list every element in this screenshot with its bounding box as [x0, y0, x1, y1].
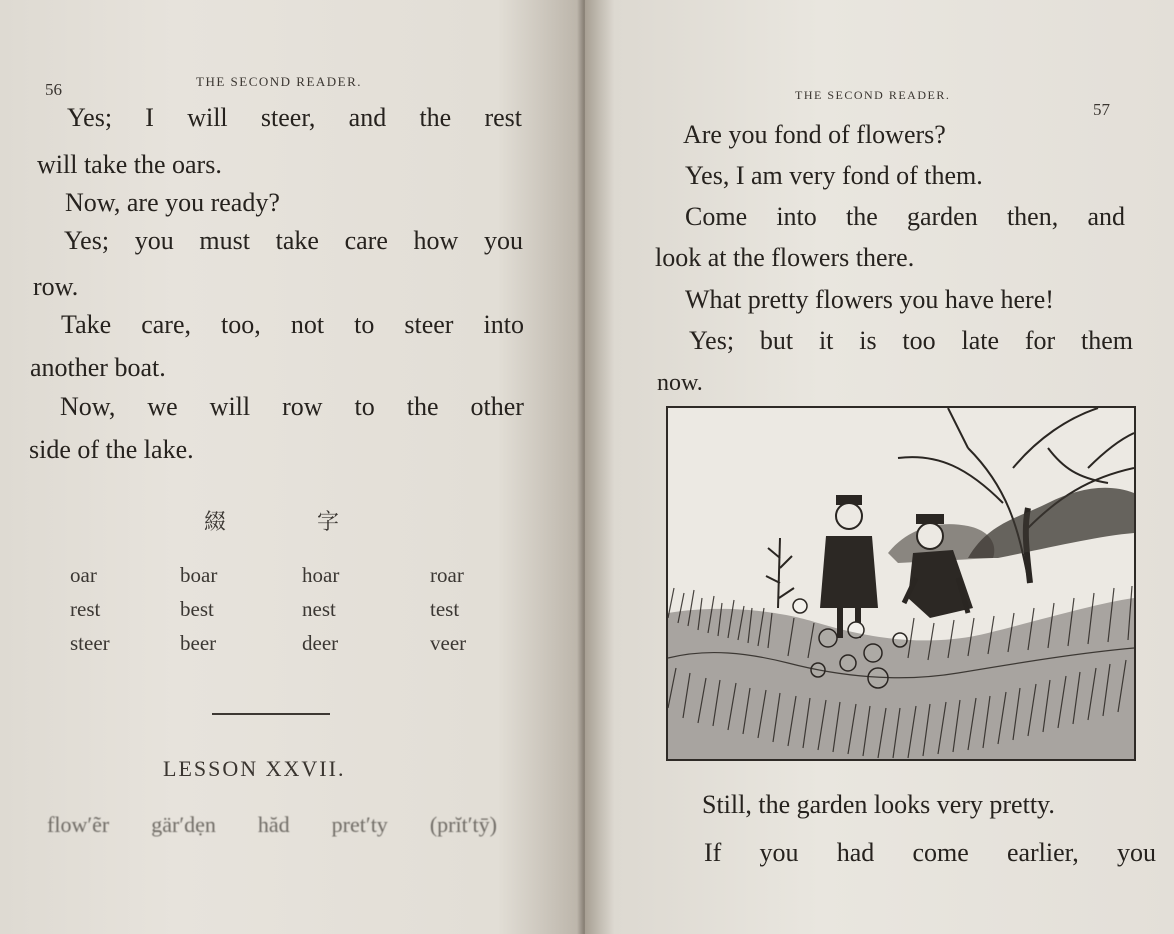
chinese-heading [204, 505, 339, 536]
pronunciation-word: (prĭt′tȳ) [429, 812, 497, 837]
text-line: now. [657, 370, 703, 396]
spelling-word: test [430, 597, 460, 621]
text-line [67, 103, 522, 133]
word: the [406, 392, 439, 421]
pronunciation-word: hăd [257, 812, 290, 837]
word: late [961, 326, 999, 355]
spelling-word: rest [70, 597, 101, 621]
word: it [818, 326, 834, 355]
text-line [689, 326, 1133, 356]
page-number: 56 [45, 80, 62, 99]
foliage-shade [668, 598, 1134, 759]
word: the [419, 103, 452, 132]
spelling-word: veer [430, 631, 467, 655]
word: If [704, 838, 722, 867]
word: you [1116, 838, 1156, 867]
word: but [759, 326, 794, 355]
spelling-word: deer [302, 631, 339, 655]
chinese-character: 綴 [204, 510, 227, 535]
word: Take [61, 310, 112, 339]
word: had [836, 838, 875, 867]
page-number: 57 [1093, 100, 1110, 119]
text-line [60, 392, 524, 422]
word: we [147, 392, 178, 421]
spelling-word-table [70, 563, 510, 656]
word: Now, [60, 392, 116, 421]
word: Yes; [689, 326, 735, 355]
text-line: row. [33, 272, 79, 301]
word: too, [221, 310, 261, 339]
text-line [61, 310, 524, 340]
text-line [685, 202, 1125, 232]
word: steer [404, 310, 454, 339]
pronunciation-word: pret′ty [331, 812, 388, 837]
lesson-title: LESSON XXVII. [163, 756, 346, 781]
word: too [902, 326, 936, 355]
word: other [470, 392, 524, 421]
spelling-word: hoar [302, 563, 340, 587]
word: to [354, 392, 375, 421]
word: steer, [260, 103, 316, 132]
word: you [759, 838, 799, 867]
garden-illustration [666, 406, 1136, 761]
spelling-word: nest [302, 597, 336, 621]
word: must [199, 226, 250, 255]
text-line: will take the oars. [37, 150, 222, 179]
text-line: Are you fond of flowers? [683, 120, 946, 149]
word: is [859, 326, 877, 355]
word: Yes; [67, 103, 113, 132]
pronunciation-word: flow′ẽr [47, 812, 110, 837]
word: into [776, 202, 817, 231]
word: and [1087, 202, 1125, 231]
text-line [704, 838, 1156, 868]
word: into [483, 310, 524, 339]
text-line: Now, are you ready? [65, 188, 280, 217]
word: and [348, 103, 387, 132]
word: care [344, 226, 388, 255]
pronunciation-line [47, 812, 497, 838]
spelling-word: roar [430, 563, 464, 587]
word: I [145, 103, 154, 132]
tall-plant [766, 538, 794, 608]
word: you [134, 226, 174, 255]
word: not [290, 310, 325, 339]
spelling-word: steer [70, 631, 110, 655]
section-divider [212, 713, 330, 715]
word: the [846, 202, 878, 231]
text-line [64, 226, 523, 256]
text-line: another boat. [30, 353, 166, 382]
garden-engraving [668, 408, 1134, 759]
word: will [209, 392, 251, 421]
spelling-word: oar [70, 563, 97, 587]
word: will [187, 103, 228, 132]
word: earlier, [1006, 838, 1079, 867]
word: care, [141, 310, 191, 339]
word: then, [1006, 202, 1059, 231]
chinese-character: 字 [316, 510, 339, 535]
running-head: THE SECOND READER. [196, 74, 363, 89]
text-line: Yes, I am very fond of them. [685, 161, 983, 190]
word: Come [685, 202, 748, 231]
boy-standing [820, 495, 878, 638]
word: rest [484, 103, 522, 132]
text-line: Still, the garden looks very pretty. [702, 790, 1055, 819]
text-line: look at the flowers there. [655, 243, 915, 272]
word: for [1024, 326, 1056, 355]
left-page [0, 0, 585, 934]
word: to [354, 310, 375, 339]
word: take [275, 226, 319, 255]
running-head: THE SECOND READER. [795, 88, 951, 102]
word: row [282, 392, 323, 421]
spelling-word: beer [180, 631, 217, 655]
pronunciation-word: gär′dẹn [151, 812, 216, 837]
word: how [413, 226, 459, 255]
word: them [1080, 326, 1133, 355]
text-line: What pretty flowers you have here! [685, 285, 1054, 314]
word: Yes; [64, 226, 110, 255]
word: come [912, 838, 969, 867]
word: garden [906, 202, 978, 231]
spelling-word: best [180, 597, 214, 621]
word: you [483, 226, 523, 255]
spelling-word: boar [180, 563, 218, 587]
text-line: side of the lake. [29, 435, 194, 464]
